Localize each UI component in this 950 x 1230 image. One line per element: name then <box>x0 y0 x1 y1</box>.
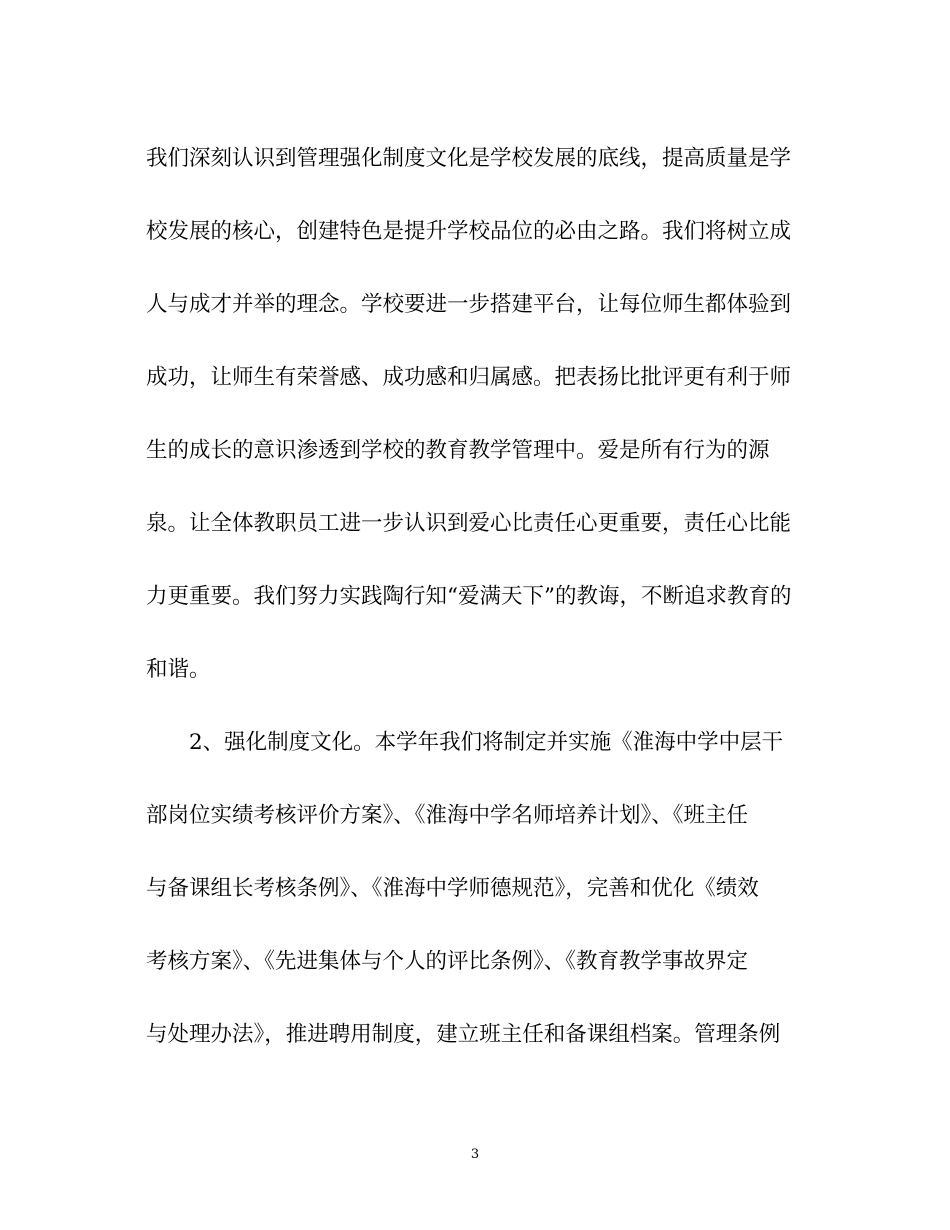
page-number: 3 <box>470 1147 480 1162</box>
body-text <box>146 140 806 1089</box>
text-line: 力更重要。我们努力实践陶行知“爱满天下”的教诲，不断追求教育的 <box>146 584 792 609</box>
text-line: 与备课组长考核条例》、《淮海中学师德规范》，完善和优化《绩效 <box>146 876 759 901</box>
text-line: 人与成才并举的理念。学校要进一步搭建平台，让每位师生都体验到 <box>146 292 792 317</box>
text-line: 和谐。 <box>146 657 211 682</box>
text-line: 我们深刻认识到管理强化制度文化是学校发展的底线，提高质量是学 <box>146 146 792 171</box>
text-line: 生的成长的意识渗透到学校的教育教学管理中。爱是所有行为的源 <box>146 438 770 463</box>
text-line: 部岗位实绩考核评价方案》、《淮海中学名师培养计划》、《班主任 <box>146 803 749 828</box>
text-line: 与处理办法》，推进聘用制度，建立班主任和备课组档案。管理条例 <box>146 1022 781 1047</box>
text-line: 考核方案》、《先进集体与个人的评比条例》、《教育教学事故界定 <box>146 949 749 974</box>
text-line: 泉。让全体教职员工进一步认识到爱心比责任心更重要，责任心比能 <box>146 511 792 536</box>
paragraph-start-line: 2、强化制度文化。本学年我们将制定并实施《淮海中学中层干 <box>189 730 784 755</box>
text-line: 校发展的核心，创建特色是提升学校品位的必由之路。我们将树立成 <box>146 219 792 244</box>
text-line: 成功，让师生有荣誉感、成功感和归属感。把表扬比批评更有利于师 <box>146 365 792 390</box>
